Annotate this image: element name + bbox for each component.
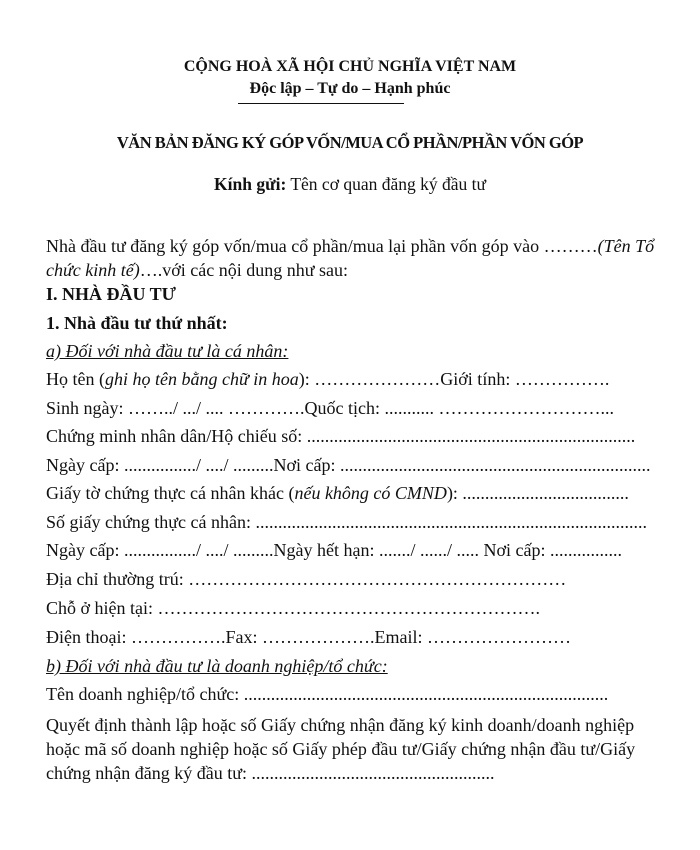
- intro-text: Nhà đầu tư đăng ký góp vốn/mua cổ phần/mua lại phần vốn góp vào ………: [46, 236, 598, 256]
- section-heading-investor: I. NHÀ ĐẦU TƯ: [46, 284, 177, 304]
- individual-other-doc-number-line: Số giấy chứng thực cá nhân: .......................................................................................: [46, 512, 647, 532]
- intro-paragraph: [46, 234, 660, 282]
- organization-name-line: Tên doanh nghiệp/tổ chức: .................................................................................: [46, 684, 609, 704]
- intro-text-end: ….với các nội dung như sau:: [139, 260, 349, 280]
- recipient-line: [0, 174, 700, 195]
- national-motto: Độc lập – Tự do – Hạnh phúc: [249, 80, 451, 97]
- individual-id-issue-line: Ngày cấp: ................/ ..../ .........Nơi cấp: .....................................................................: [46, 455, 651, 475]
- recipient-label: Kính gửi:: [214, 174, 287, 194]
- recipient-value: Tên cơ quan đăng ký đầu tư: [290, 174, 486, 194]
- other-doc-field: ): .....................................: [446, 483, 629, 503]
- individual-residence-line: Chỗ ở hiện tại: ……………………………………………………….: [46, 598, 541, 618]
- individual-address-line: Địa chỉ thường trú: ………………………………………………………: [46, 569, 567, 589]
- name-gender-fields: ): …………………Giới tính: …………….: [298, 369, 610, 389]
- individual-heading: a) Đối với nhà đầu tư là cá nhân:: [46, 341, 289, 361]
- motto-underline: [238, 103, 404, 104]
- subsection-first-investor: 1. Nhà đầu tư thứ nhất:: [46, 313, 228, 333]
- individual-name-line: [46, 369, 609, 390]
- individual-id-line: Chứng minh nhân dân/Hộ chiếu số: .........................................................................: [46, 426, 636, 446]
- national-title: CỘNG HOÀ XÃ HỘI CHỦ NGHĨA VIỆT NAM: [183, 58, 517, 75]
- name-hint: ghi họ tên bằng chữ in hoa: [104, 369, 299, 389]
- organization-heading: b) Đối với nhà đầu tư là doanh nghiệp/tổ chức:: [46, 656, 388, 676]
- individual-contact-line: Điện thoại: …………….Fax: ……………….Email: ……………………: [46, 627, 571, 647]
- other-doc-hint: nếu không có CMND: [294, 483, 447, 503]
- individual-other-doc-line: [46, 483, 629, 504]
- name-label: Họ tên (: [46, 369, 105, 389]
- individual-dob-line: Sinh ngày: ……../ .../ .... ………….Quốc tịch: ........... ………………………...: [46, 398, 614, 418]
- organization-decision-paragraph: Quyết định thành lập hoặc số Giấy chứng nhận đăng ký kinh doanh/doanh nghiệp hoặc mã số doanh nghiệp hoặc số Giấy phép đầu tư/Giấy chứng nhận đầu tư/Giấy chứng nhận đăng ký đầu tư: ......................................................: [46, 715, 636, 783]
- intro-org-placeholder: (Tên Tổ chức kinh tế): [46, 236, 655, 280]
- other-doc-label: Giấy tờ chứng thực cá nhân khác (: [46, 483, 295, 503]
- individual-other-issue-line: Ngày cấp: ................/ ..../ .........Ngày hết hạn: ......./ ....../ ..... Nơi cấp: ................: [46, 540, 622, 560]
- document-title: VĂN BẢN ĐĂNG KÝ GÓP VỐN/MUA CỔ PHẦN/PHẦN VỐN GÓP: [116, 133, 584, 152]
